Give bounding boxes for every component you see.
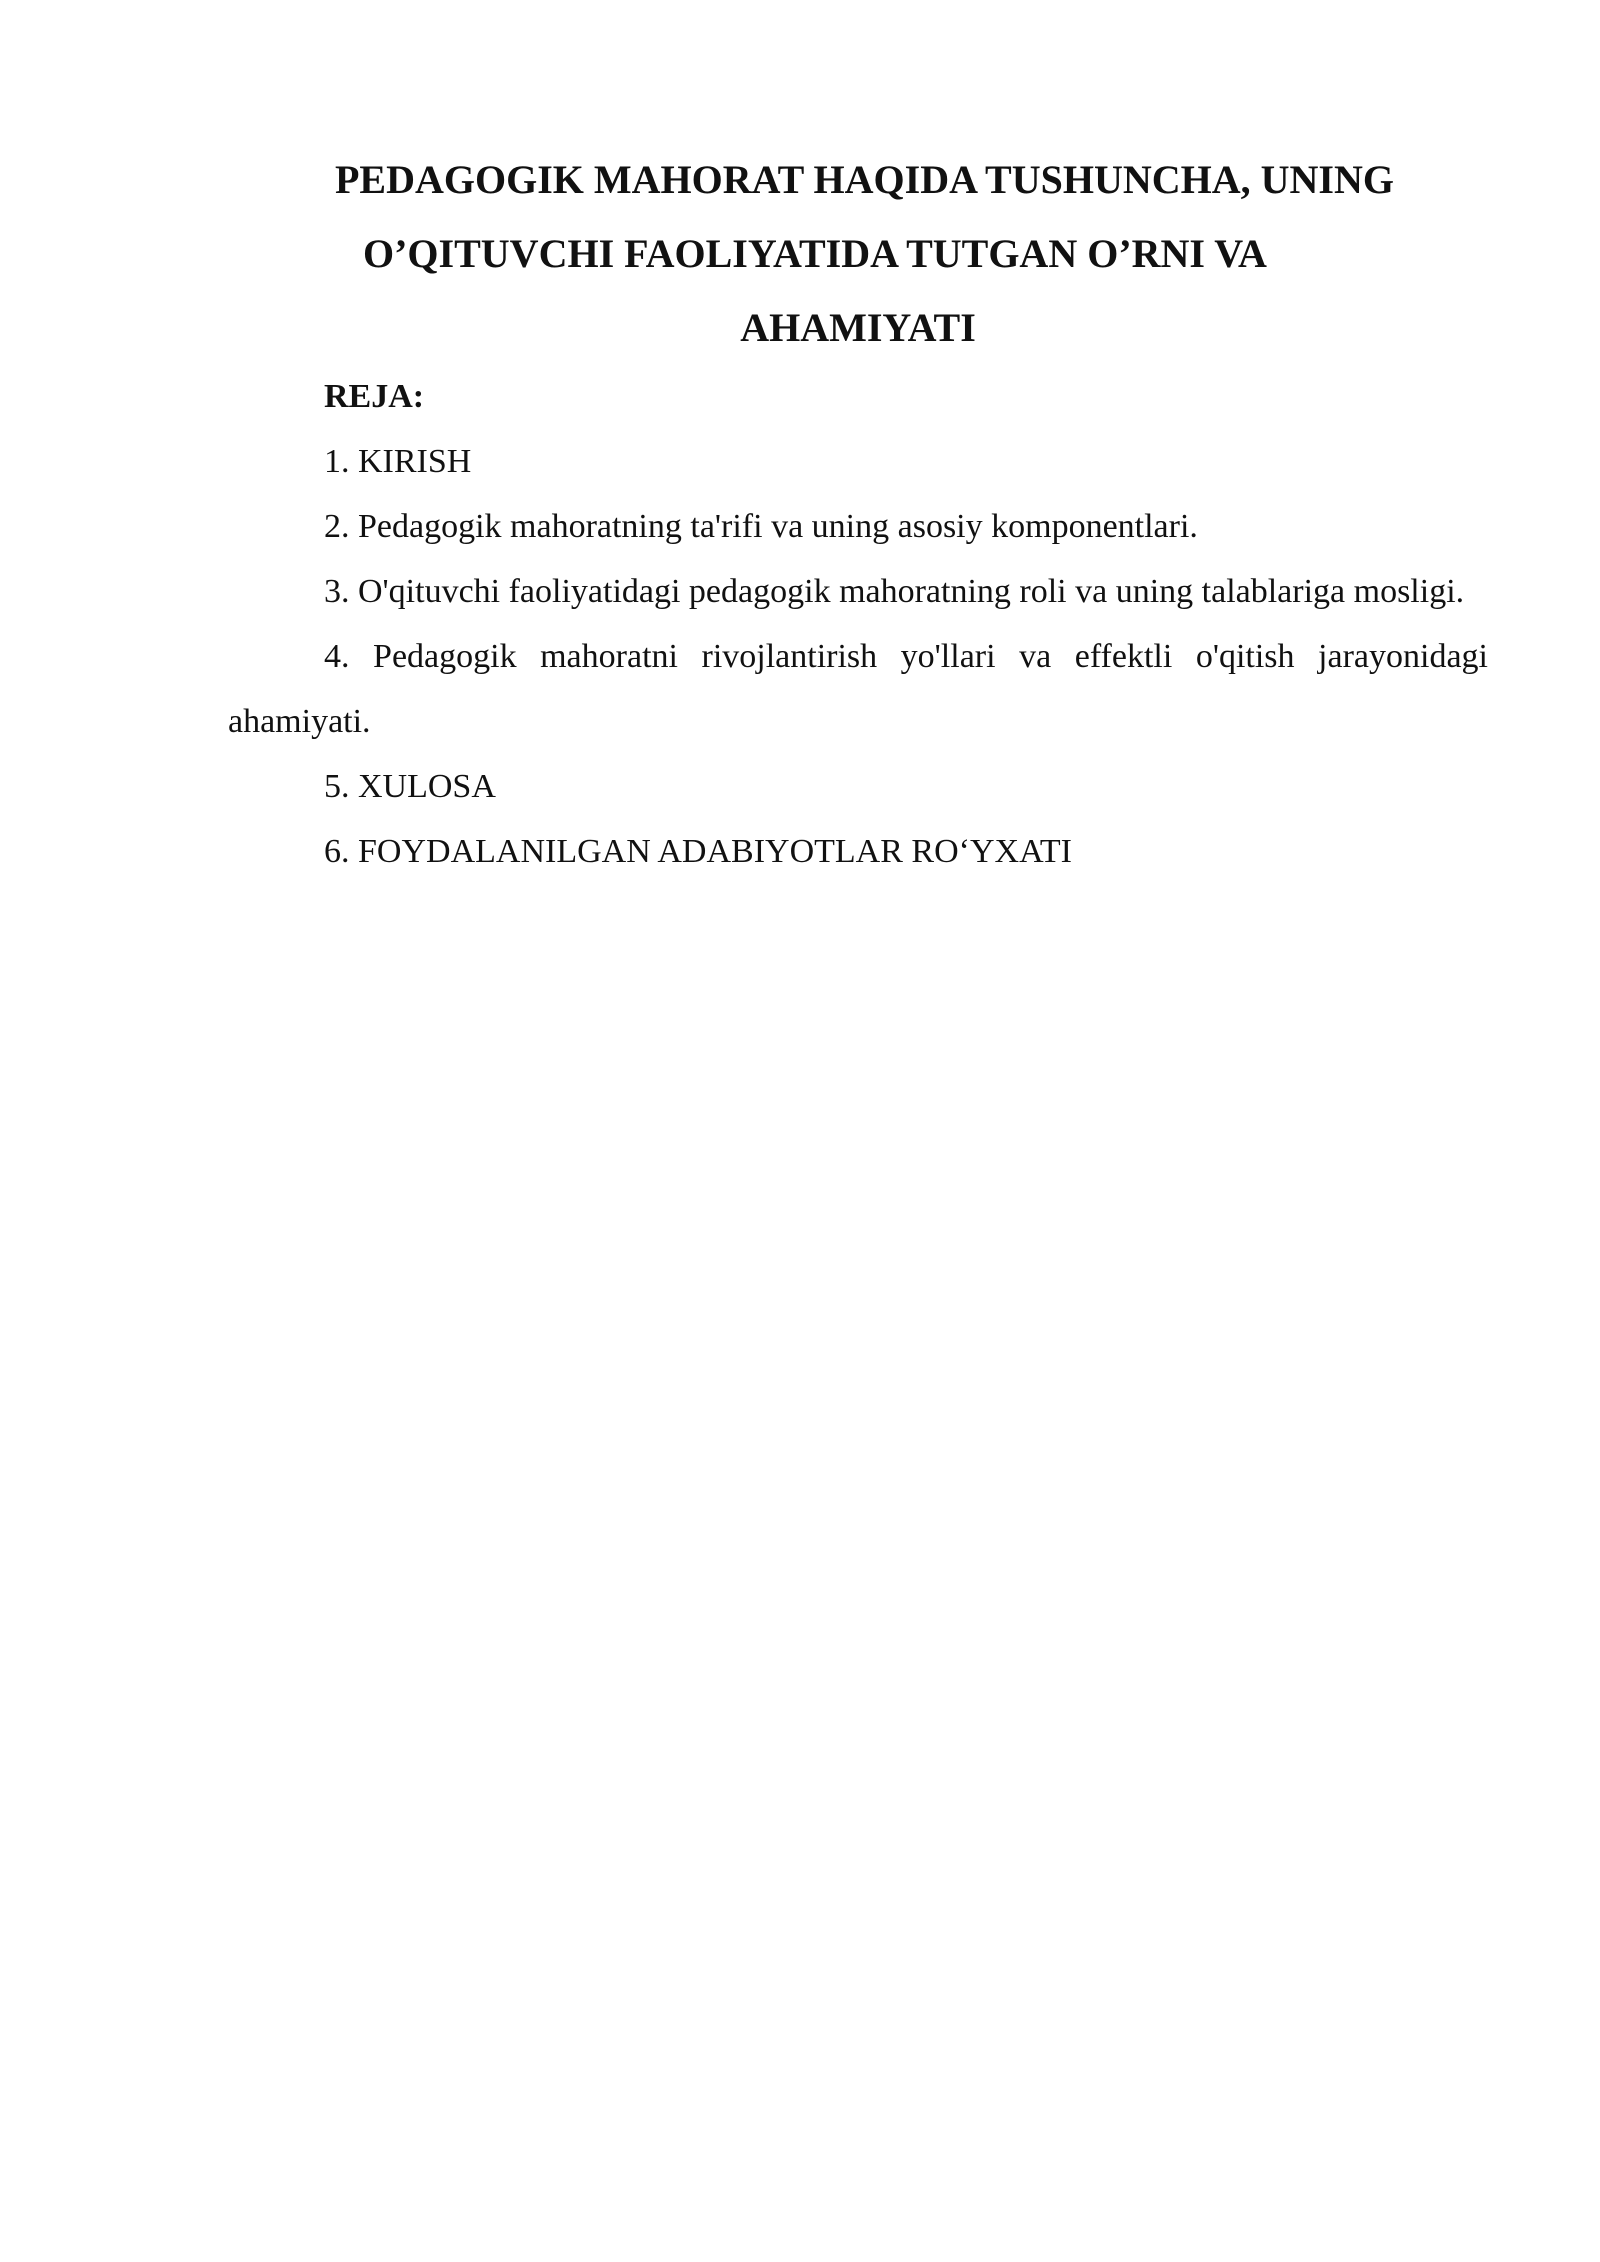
- plan-item-5: 5. XULOSA: [324, 768, 496, 805]
- document-title: [228, 143, 1488, 365]
- plan-item-3: 3. O'qituvchi faoliyatidagi pedagogik mahoratning roli va uning talablariga mosligi.: [324, 573, 1465, 610]
- plan-item-4: 4. Pedagogik mahoratni rivojlantirish yo'llari va effektli o'qitish jarayonidagi ahamiyati.: [228, 638, 1488, 740]
- plan-section: [228, 364, 1488, 884]
- title-line-2: O’QITUVCHI FAOLIYATIDA TUTGAN O’RNI VA: [363, 231, 1267, 276]
- plan-item-2: 2. Pedagogik mahoratning ta'rifi va uning asosiy komponentlari.: [324, 508, 1198, 545]
- plan-heading: REJA:: [324, 378, 425, 415]
- title-line-1: PEDAGOGIK MAHORAT HAQIDA TUSHUNCHA, UNING: [335, 157, 1394, 202]
- plan-item-1: 1. KIRISH: [324, 443, 472, 480]
- plan-item-6: 6. FOYDALANILGAN ADABIYOTLAR RO‘YXATI: [324, 833, 1072, 870]
- title-line-3: AHAMIYATI: [740, 305, 976, 350]
